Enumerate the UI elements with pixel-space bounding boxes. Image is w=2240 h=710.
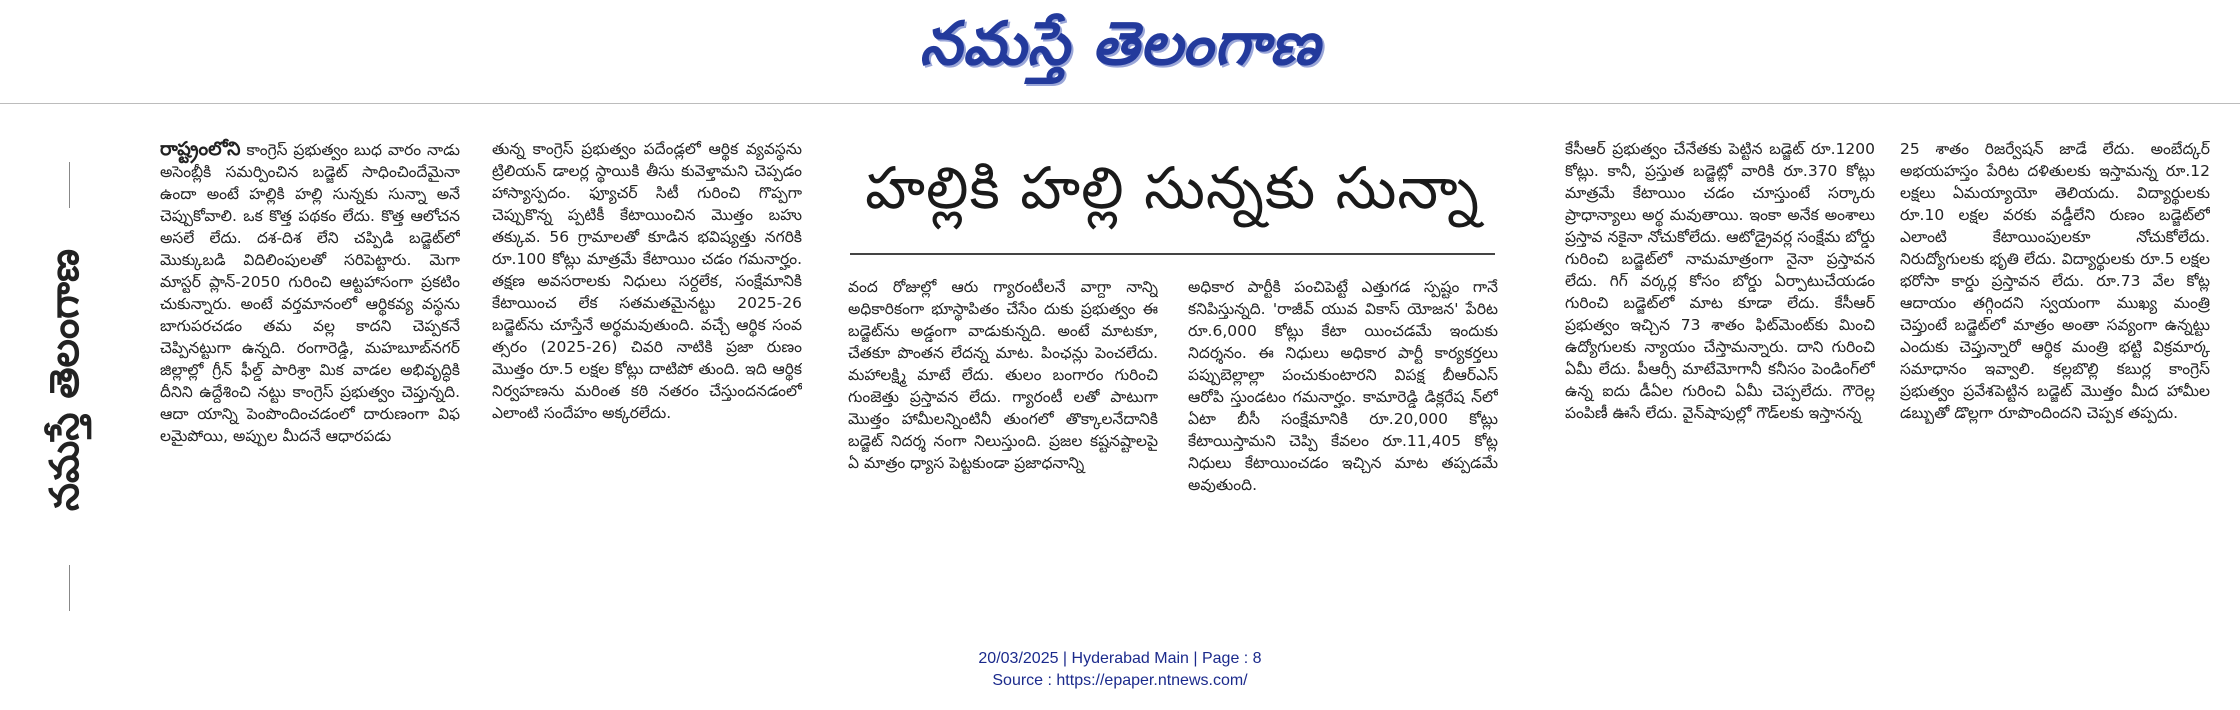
masthead-divider: [0, 103, 2240, 104]
footer-date-line: 20/03/2025 | Hyderabad Main | Page : 8: [978, 650, 1262, 667]
column-6-text: 25 శాతం రిజర్వేషన్ జాడే లేదు. అంబేద్కర్ అభయహస్తం పేరిట దళితులకు ఇస్తామన్న రూ.12 లక్షలు ఏమయ్యాయో తెలియదు. విద్యార్థులకు రూ.10 లక్షల వరకు వడ్డీలేని రుణం బడ్జెట్‌లో ఎలాంటి కేటాయింపులకూ నోచుకోలేదు. నిరుద్యోగులకు భృతి లేదు. విద్యార్థులకు రూ.5 లక్షల భరోసా కార్డు ప్రస్తావన లేదు. రూ.73 వేల కోట్ల ఆదాయం తగ్గిందని స్వయంగా ముఖ్య మంత్రి చెప్తుంటే బడ్జెట్‌లో మాత్రం అంతా సవ్యంగా ఉన్నట్టు ఎందుకు చెప్తున్నారో ఆర్థిక మంత్రి భట్టి విక్రమార్క సమాధానం ఇవ్వాలి. కల్లబొల్లి కబుర్ల కాంగ్రెస్ ప్రభుత్వం ప్రవేశపెట్టిన బడ్జెట్ మొత్తం మీద హామీల డబ్బుతో డొల్లగా రూపొందిందని చెప్పక తప్పదు.: [1900, 140, 2210, 422]
side-tick-top: [69, 162, 70, 208]
article-headline: హల్లికి హల్లి సున్నకు సున్నా: [865, 153, 1480, 222]
headline-underline: [850, 253, 1495, 255]
side-tick-bottom: [69, 565, 70, 611]
column-2-text: తున్న కాంగ్రెస్ ప్రభుత్వం పదేండ్లలో ఆర్థిక వ్యవస్థను ట్రిలియన్ డాలర్ల స్థాయికి తీసు కువెళ్తామని చెప్పడం హాస్యాస్పదం. ఫ్యూచర్ సిటీ గురించి గొప్పగా చెప్పుకొన్న ప్పటికీ కేటాయించిన మొత్తం బహు తక్కువ. 56 గ్రామాలతో కూడిన భవిష్యత్తు నగరికి రూ.100 కోట్లు మాత్రమే కేటాయిం చడం గమనార్హం. తక్షణ అవసరాలకు నిధులు సర్దలేక, సంక్షేమానికి కేటాయించ లేక సతమతమైనట్టు 2025-26 బడ్జెట్‌ను చూస్తేనే అర్థమవుతుంది. వచ్చే ఆర్థిక సంవ త్సరం (2025-26) చివరి నాటికి ప్రజా రుణం మొత్తం రూ.5 లక్షల కోట్లు దాటిపో తుంది. ఇది ఆర్థిక నిర్వహణను మరింత కఠి నతరం చేస్తుందనడంలో ఎలాంటి సందేహం అక్కరలేదు.: [492, 140, 802, 422]
column-1-text: కాంగ్రెస్ ప్రభుత్వం బుధ వారం నాడు అసెంబ్లీకి సమర్పించిన బడ్జెట్ సాధించిందేమైనా ఉందా అంటే హల్లికి హల్లి సున్నకు సున్నా అనే చెప్పుకోవాలి. ఒక కొత్త పథకం లేదు. కొత్త ఆలోచన అసలే లేదు. దశ-దిశ లేని చప్పిడి బడ్జెట్‌లో మొక్కుబడి విదిలింపులతో సరిపెట్టారు. మెగా మాస్టర్ ప్లాన్-2050 గురించి ఆట్టహాసంగా ప్రకటిం చుకున్నారు. అంటే వర్తమానంలో ఆర్థికవ్య వస్థను బాగుపరచడం తమ వల్ల కాదని చెప్పకనే చెప్పినట్టుగా ఉన్నది. రంగారెడ్డి, మహబూబ్‌నగర్ జిల్లాల్లో గ్రీన్ ఫీల్డ్ పారిశ్రా మిక వాడల అభివృద్ధికి దీనిని ఉద్దేశించి నట్టు కాంగ్రెస్ ప్రభుత్వం చెప్తున్నది. ఆదా యాన్ని పెంపొందించడంలో దారుణంగా విఫ లమైపోయి, అప్పుల మీదనే ఆధారపడు: [160, 141, 460, 445]
article-column-5: [1565, 138, 1875, 608]
column-3-text: వంద రోజుల్లో ఆరు గ్యారంటీలనే వాగ్దా నాన్ని అధికారికంగా భూస్థాపితం చేసేం దుకు ప్రభుత్వం ఈ బడ్జెట్‌ను అడ్డంగా వాడుకున్నది. అంటే మాటకూ, చేతకూ పొంతన లేదన్న మాట. పింఛన్లు పెంచలేదు. మహాలక్ష్మి మాటే లేదు. తులం బంగారం గురించి గుంజెత్తు ప్రస్తావన లేదు. గ్యారంటీ లతో పాటుగా మొత్తం హామీలన్నింటినీ తుంగలో తొక్కాలనేదానికి బడ్జెట్ నిదర్శ నంగా నిలుస్తుంది. ప్రజల కష్టనష్టాలపై ఏ మాత్రం ధ్యాస పెట్టకుండా ప్రజాధనాన్ని: [848, 278, 1158, 472]
article-column-2: [492, 138, 802, 608]
article-column-4: [1188, 276, 1498, 611]
article-column-3: [848, 276, 1158, 611]
masthead: [0, 0, 2240, 102]
newspaper-logo: నమస్తే తెలంగాణ: [919, 9, 1321, 79]
article-column-6: [1900, 138, 2210, 608]
headline-box: [850, 135, 1495, 255]
lead-word: రాష్ట్రంలోని: [160, 138, 241, 160]
article-column-1: [160, 138, 460, 608]
side-logo: నమస్తే తెలంగాణ: [42, 248, 88, 512]
footer-source-line: Source : https://epaper.ntnews.com/: [992, 672, 1248, 689]
column-4-text: అధికార పార్టీకి పంచిపెట్టే ఎత్తుగడ స్పష్టం గానే కనిపిస్తున్నది. 'రాజీవ్ యువ వికాస్ యోజన' పేరిట రూ.6,000 కోట్లు కేటా యించడమే ఇందుకు నిదర్శనం. ఈ నిధులు అధికార పార్టీ కార్యకర్తలు పప్పుబెల్లాల్లా పంచుకుంటారని విపక్ష బీఆర్‌ఎస్ ఆరోపి స్తుండటం గమనార్హం. కామారెడ్డి డిక్లరేష న్‌లో ఏటా బీసీ సంక్షేమానికి రూ.20,000 కోట్లు కేటాయిస్తామని చెప్పి కేవలం రూ.11,405 కోట్ల నిధులు కేటాయించడం ఇచ్చిన మాట తప్పడమే అవుతుంది.: [1188, 278, 1498, 494]
column-5-text: కేసీఆర్ ప్రభుత్వం చేనేతకు పెట్టిన బడ్జెట్ రూ.1200 కోట్లు. కానీ, ప్రస్తుత బడ్జెట్లో వారికి రూ.370 కోట్లు మాత్రమే కేటాయిం చడం చూస్తుంటే సర్కారు ప్రాధాన్యాలు అర్థ మవుతాయి. ఇంకా అనేక అంశాలు ప్రస్తావ నకైనా నోచుకోలేదు. ఆటోడ్రైవర్ల సంక్షేమ బోర్డు గురించి బడ్జెట్‌లో నామమాత్రంగా నైనా ప్రస్తావన లేదు. గిగ్ వర్కర్ల కోసం బోర్డు ఏర్పాటుచేయడం గురించి బడ్జెట్‌లో మాట కూడా లేదు. కేసీఆర్ ప్రభుత్వం ఇచ్చిన 73 శాతం ఫిట్‌మెంట్‌కు మించి ఉద్యోగులకు న్యాయం చేస్తామన్నారు. దాని గురించి ఏమీ లేదు. పీఆర్సీ మాటేమోగానీ కనీసం పెండింగ్‌లో ఉన్న ఐదు డీఏల గురించి ఏమీ చెప్పలేదు. గౌరెల్ల పంపిణీ ఊసే లేదు. వైన్‌షాపుల్లో గౌడ్‌లకు ఇస్తానన్న: [1565, 140, 1875, 422]
side-logo-panel: [40, 150, 100, 620]
column-1-paragraph: [160, 138, 460, 447]
